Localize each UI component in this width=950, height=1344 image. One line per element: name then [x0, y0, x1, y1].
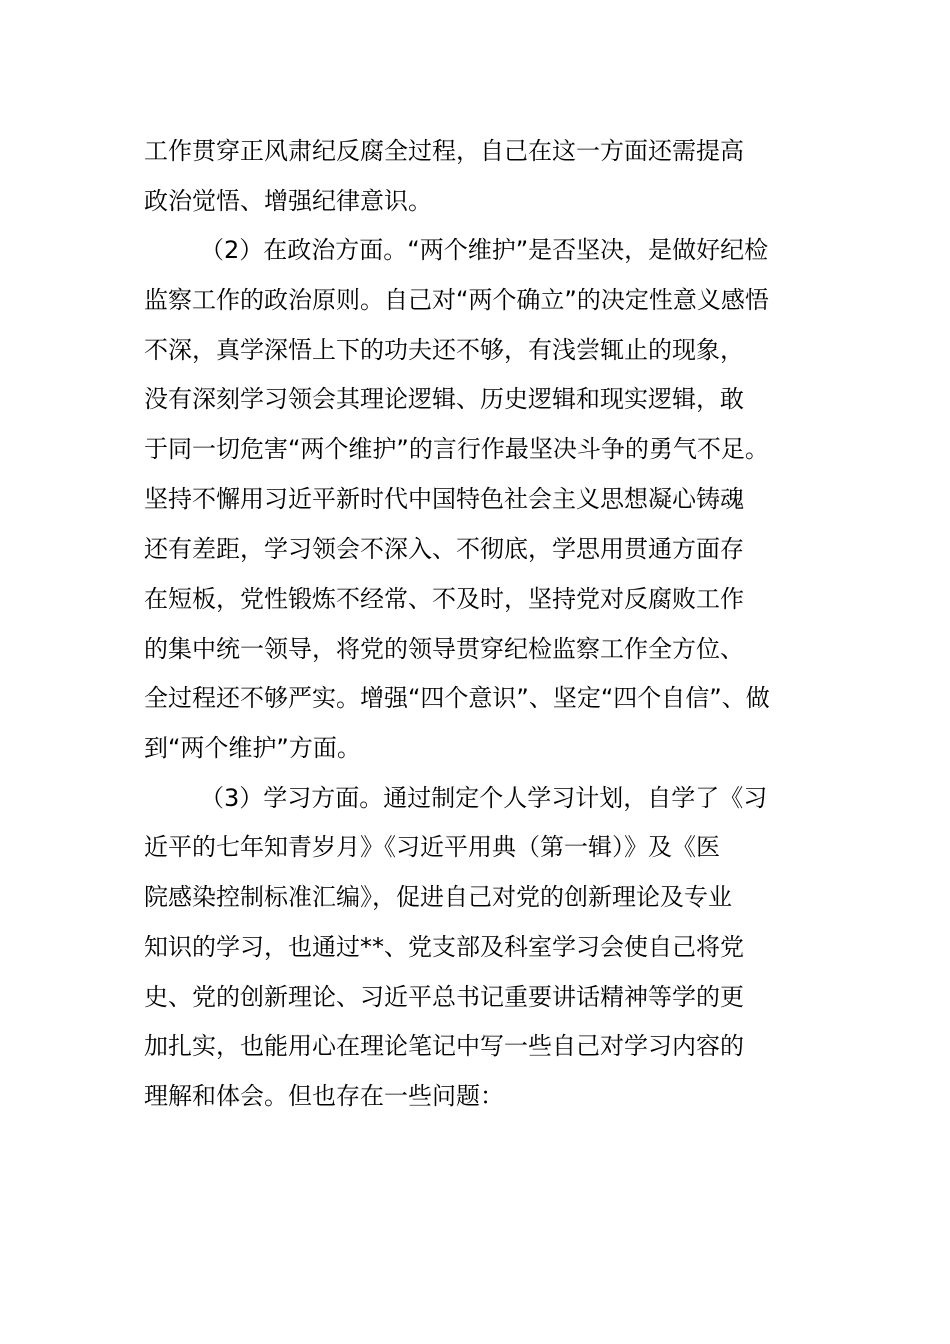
text-line: 于同一切危害“两个维护”的言行作最坚决斗争的勇气不足。	[144, 435, 769, 463]
text-line: 到“两个维护”方面。	[144, 734, 361, 762]
text-line: 工作贯穿正风肃纪反腐全过程，自己在这一方面还需提高	[144, 137, 744, 165]
text-line: 坚持不懈用习近平新时代中国特色社会主义思想凝心铸魂	[144, 485, 744, 513]
paragraph-start-line: （3）学习方面。通过制定个人学习计划，自学了《习	[200, 784, 768, 812]
text-line: 的集中统一领导，将党的领导贯穿纪检监察工作全方位、	[144, 635, 744, 663]
text-line: 不深，真学深悟上下的功夫还不够，有浅尝辄止的现象，	[144, 336, 744, 364]
text-line: 政治觉悟、增强纪律意识。	[144, 187, 432, 215]
text-line: 监察工作的政治原则。自己对“两个确立”的决定性意义感悟	[144, 286, 769, 314]
text-line: 史、党的创新理论、习近平总书记重要讲话精神等学的更	[144, 983, 744, 1011]
text-line: 加扎实，也能用心在理论笔记中写一些自己对学习内容的	[144, 1032, 744, 1060]
text-line: 知识的学习，也通过**、党支部及科室学习会使自己将党	[144, 933, 744, 961]
paragraph-start-line: （2）在政治方面。“两个维护”是否坚决，是做好纪检	[200, 236, 769, 264]
text-line: 没有深刻学习领会其理论逻辑、历史逻辑和现实逻辑，敢	[144, 385, 744, 413]
text-line: 近平的七年知青岁月》《习近平用典（第一辑）》及《医	[144, 833, 720, 861]
text-line: 全过程还不够严实。增强“四个意识”、坚定“四个自信”、做	[144, 684, 770, 712]
text-line: 还有差距，学习领会不深入、不彻底，学思用贯通方面存	[144, 535, 744, 563]
text-line: 理解和体会。但也存在一些问题：	[144, 1082, 504, 1110]
text-line: 院感染控制标准汇编》，促进自己对党的创新理论及专业	[144, 883, 732, 911]
text-line: 在短板，党性锻炼不经常、不及时，坚持党对反腐败工作	[144, 585, 744, 613]
